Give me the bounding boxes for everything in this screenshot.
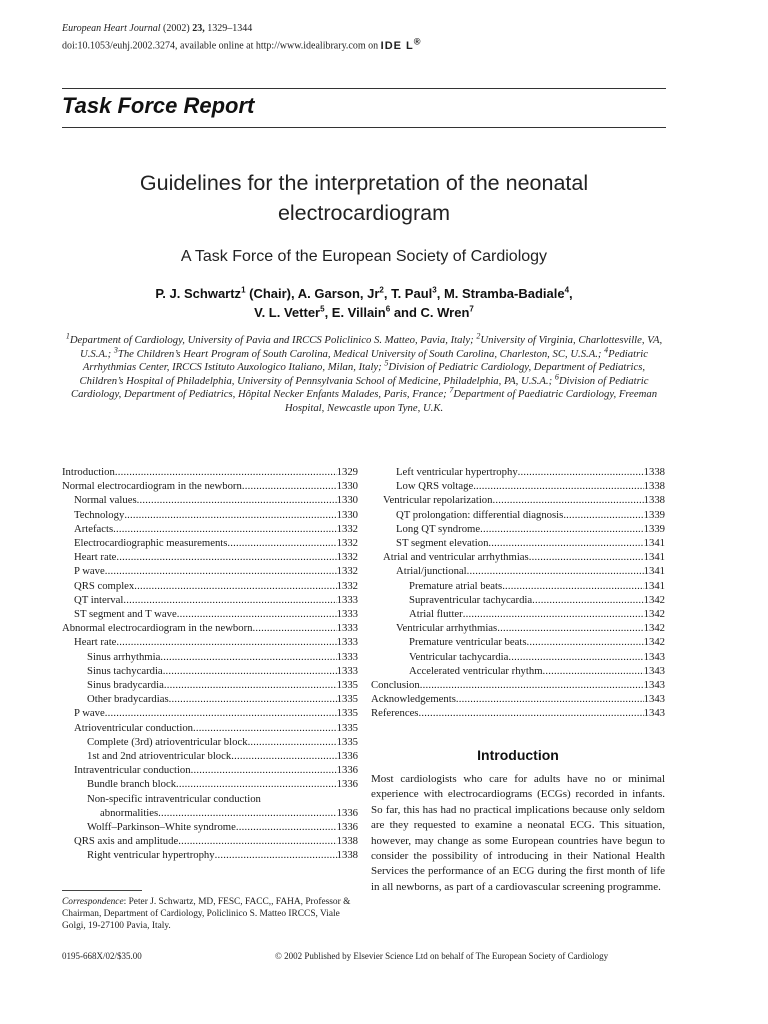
journal-header	[62, 22, 422, 53]
toc-entry[interactable]: ST segment elevation ..... 1341	[371, 536, 665, 550]
toc-entry[interactable]: Right ventricular hypertrophy ..... 1338	[62, 848, 358, 862]
toc-entry[interactable]: Non-specific intraventricular conduction	[87, 792, 261, 805]
toc-right-column	[371, 465, 665, 721]
toc-entry[interactable]: P wave ..... 1332	[62, 564, 358, 578]
toc-entry[interactable]: Atrial flutter ..... 1342	[371, 607, 665, 621]
toc-entry[interactable]: Supraventricular tachycardia ..... 1342	[371, 593, 665, 607]
toc-entry[interactable]: ST segment and T wave ..... 1333	[62, 607, 358, 621]
toc-entry[interactable]: Complete (3rd) atrioventricular block ..... 1335	[62, 735, 358, 749]
journal-pages: 1329–1344	[207, 23, 253, 34]
toc-entry[interactable]: 1st and 2nd atrioventricular block ..... 1336	[62, 749, 358, 763]
toc-entry[interactable]: Conclusion ..... 1343	[371, 678, 665, 692]
footnote-rule	[62, 890, 142, 891]
toc-entry[interactable]: abnormalities ..... 1336	[62, 806, 358, 820]
journal-name: European Heart Journal	[62, 23, 161, 34]
toc-entry[interactable]: Heart rate ..... 1333	[62, 635, 358, 649]
author-list: P. J. Schwartz$^1$ (Chair), A. Garson, Jr$^2$, T. Paul$^3$, M. Stramba-Badiale$^4$, V. L. Vetter$^5$, E. Villain$^6$ and C. Wren$^7$	[155, 285, 573, 320]
toc-entry[interactable]: Abnormal electrocardiogram in the newborn ..... 1333	[62, 621, 358, 635]
toc-entry[interactable]: Technology ..... 1330	[62, 508, 358, 522]
toc-entry[interactable]: Premature ventricular beats ..... 1342	[371, 635, 665, 649]
toc-entry[interactable]: Ventricular arrhythmias ..... 1342	[371, 621, 665, 635]
ideal-logo: IDE L®	[380, 36, 422, 52]
journal-volume: 23,	[192, 23, 205, 34]
top-rule	[62, 88, 666, 89]
toc-entry[interactable]: Accelerated ventricular rhythm ..... 1343	[371, 664, 665, 678]
correspondence-label: Correspondence	[62, 897, 124, 907]
toc-entry[interactable]: Low QRS voltage ..... 1338	[371, 479, 665, 493]
toc-entry[interactable]: Ventricular tachycardia ..... 1343	[371, 650, 665, 664]
toc-entry[interactable]: Long QT syndrome ..... 1339	[371, 522, 665, 536]
toc-entry[interactable]: Wolff–Parkinson–White syndrome ..... 1336	[62, 820, 358, 834]
toc-entry[interactable]: Artefacts ..... 1332	[62, 522, 358, 536]
correspondence-note	[62, 896, 362, 932]
title-line-1: Guidelines for the interpretation of the neonatal	[139, 171, 589, 195]
doi-line: doi:10.1053/euhj.2002.3274, available online at http://www.idealibrary.com on	[62, 40, 379, 52]
affiliations: $^1$Department of Cardiology, University of Pavia and IRCCS Policlinico S. Matteo, Pavia, Italy; $^2$University of Virginia, Charlottesville, VA, U.S.A.; $^3$The Children’s Heart Program of South Carolina, Medical University of South Carolina, Charleston, SC, U.S.A.; $^4$Pediatric Arrhythmias Center, IRCCS Istituto Auxologico Italiano, Milan, Italy; $^5$Division of Pediatric Cardiology, Department of Pediatrics, Children’s Hospital of Philadelphia, University of Pennsylvania School of Medicine, Philadelphia, PA, U.S.A.; $^6$Division of Pediatric Cardiology, Department of Pediatrics, Hôpital Necker Enfants Malades, Paris, France; $^7$Department of Paediatric Cardiology, Freeman Hospital, Newcastle upon Tyne, U.K.	[65, 331, 663, 414]
section-rule	[62, 127, 666, 128]
toc-entry[interactable]: Acknowledgements ..... 1343	[371, 692, 665, 706]
subtitle: A Task Force of the European Society of Cardiology	[180, 248, 548, 265]
toc-entry[interactable]: QRS complex ..... 1332	[62, 579, 358, 593]
toc-entry[interactable]: Other bradycardias ..... 1335	[62, 692, 358, 706]
toc-entry[interactable]: Electrocardiographic measurements ..... 1332	[62, 536, 358, 550]
toc-entry[interactable]: QT interval ..... 1333	[62, 593, 358, 607]
toc-entry[interactable]: Intraventricular conduction ..... 1336	[62, 763, 358, 777]
introduction-heading: Introduction	[477, 747, 559, 763]
toc-entry[interactable]: Atrioventricular conduction ..... 1335	[62, 721, 358, 735]
toc-entry[interactable]: Sinus bradycardia ..... 1335	[62, 678, 358, 692]
toc-entry[interactable]: Atrial/junctional ..... 1341	[371, 564, 665, 578]
toc-entry[interactable]: Sinus arrhythmia ..... 1333	[62, 650, 358, 664]
toc-entry[interactable]: Ventricular repolarization ..... 1338	[371, 493, 665, 507]
title-line-2: electrocardiogram	[277, 201, 451, 225]
toc-entry[interactable]: Atrial and ventricular arrhythmias ..... 1341	[371, 550, 665, 564]
introduction-paragraph: Most cardiologists who care for adults have no or minimal experience with electrocardiograms (ECGs) recorded in infants. So far, this has had no practical implications because only seldom are they requested to examine a neonatal ECG. This situation, however, may change as some European countries have begun to consider the possibility of introducing in their National Health Services the performance of an ECG during the first month of life in all newborns, as part of a cardiovascular screening programme.	[371, 773, 665, 893]
toc-entry[interactable]: QRS axis and amplitude ..... 1338	[62, 834, 358, 848]
page-title	[62, 168, 666, 228]
journal-year: (2002)	[163, 23, 190, 34]
section-label: Task Force Report	[62, 93, 255, 118]
issn-price: 0195-668X/02/$35.00	[62, 951, 142, 961]
toc-entry[interactable]: P wave ..... 1335	[62, 706, 358, 720]
toc-entry[interactable]: QT prolongation: differential diagnosis ..... 1339	[371, 508, 665, 522]
toc-entry[interactable]: Bundle branch block ..... 1336	[62, 777, 358, 791]
toc-entry[interactable]: Normal electrocardiogram in the newborn ..... 1330	[62, 479, 358, 493]
toc-entry[interactable]: Normal values ..... 1330	[62, 493, 358, 507]
toc-left-column	[62, 465, 358, 863]
toc-entry[interactable]: Introduction ..... 1329	[62, 465, 358, 479]
copyright-line: © 2002 Published by Elsevier Science Ltd on behalf of The European Society of Cardiology	[275, 951, 609, 961]
toc-entry[interactable]: Left ventricular hypertrophy ..... 1338	[371, 465, 665, 479]
toc-entry[interactable]: Sinus tachycardia ..... 1333	[62, 664, 358, 678]
correspondence-text: : Peter J. Schwartz, MD, FESC, FACC,, FAHA, Professor & Chairman, Department of Cardiology, Policlinico S. Matteo IRCCS, Viale Golgi, 19-27100 Pavia, Italy.	[62, 897, 351, 931]
toc-entry[interactable]: Premature atrial beats ..... 1341	[371, 579, 665, 593]
toc-entry[interactable]: References ..... 1343	[371, 706, 665, 720]
toc-entry[interactable]: Heart rate ..... 1332	[62, 550, 358, 564]
